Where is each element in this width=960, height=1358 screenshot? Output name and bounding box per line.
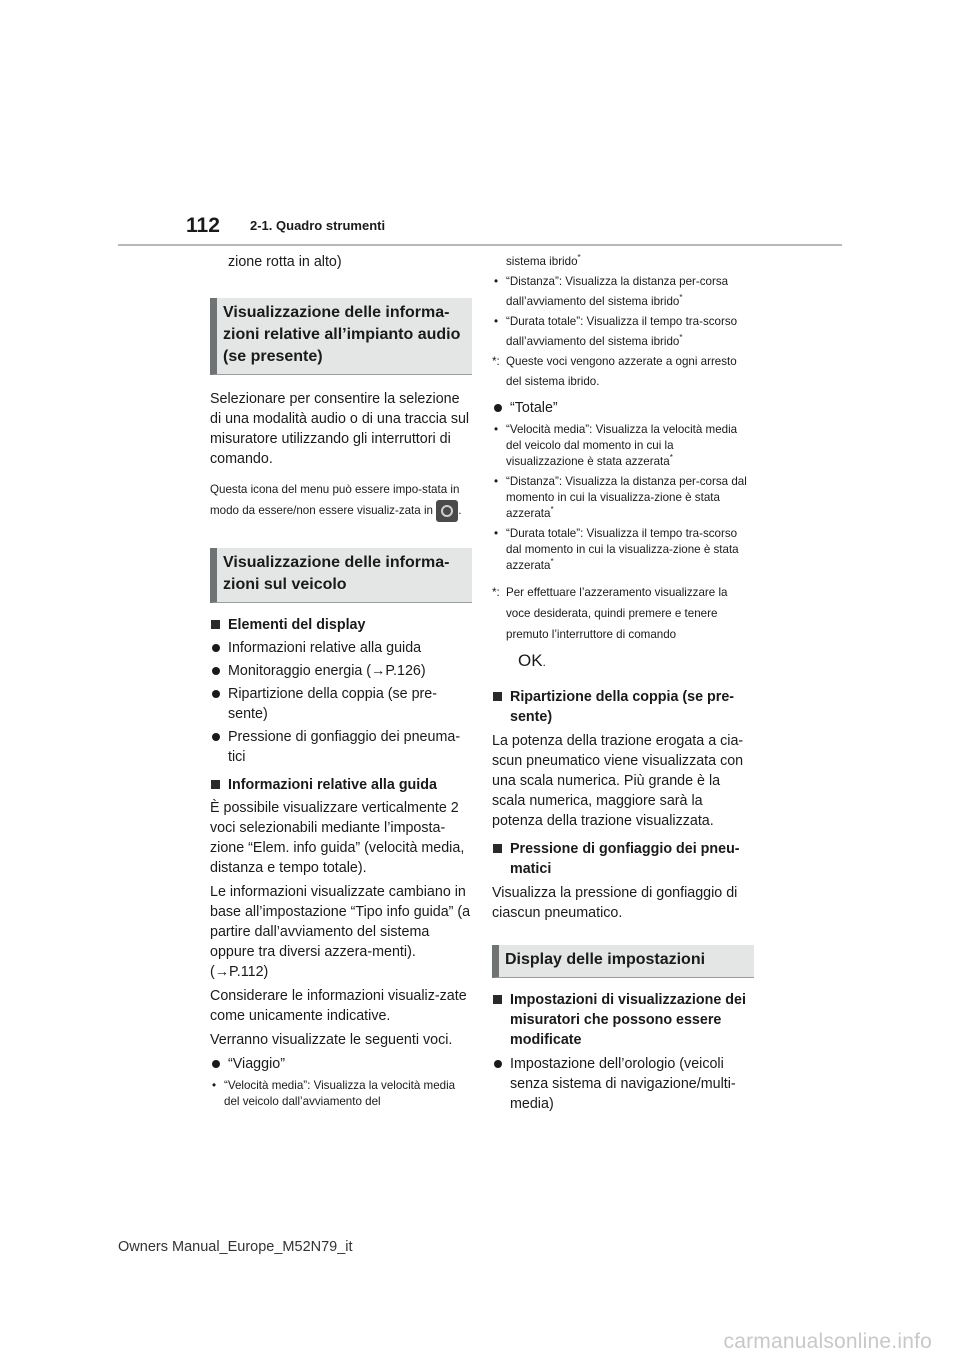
audio-paragraph: Selezionare per consentire la selezione di una modalità audio o di una traccia sul misuratore utilizzando gli interruttori di comando. <box>210 391 470 467</box>
note-marker: *: <box>492 586 500 599</box>
asterisk-mark: * <box>550 557 554 567</box>
driving-paragraph-2: Le informazioni visualizzate cambiano in base all’impostazione “Tipo info guida” (a partire dall’avviamento del sistema oppure tra diversi azzera-menti). (→P.112) <box>210 884 471 980</box>
heading-audio: Visualizzazione delle informa-zioni relative all’impianto audio (se presente) <box>210 298 472 375</box>
list-item: Informazioni relative alla guida <box>210 638 472 658</box>
footnote-reset <box>492 352 754 392</box>
left-column <box>210 252 472 1110</box>
note-text: Per effettuare l’azzeramento visualizzare la voce desiderata, quindi premere e tenere premuto l’interruttore di comando <box>506 586 728 641</box>
audio-note-text: Questa icona del menu può essere impo-stata in modo da essere/non essere visualiz-zata in <box>210 483 460 518</box>
header-rule <box>118 244 842 246</box>
list-item: Ripartizione della coppia (se pre-sente) <box>210 684 472 724</box>
trip-bullet-duration <box>492 312 754 352</box>
audio-note <box>210 479 472 522</box>
section-title: 2-1. Quadro strumenti <box>250 218 386 233</box>
asterisk-mark: * <box>577 253 581 263</box>
driving-paragraph-3: Considerare le informazioni visualiz-zate come unicamente indicative. <box>210 988 467 1024</box>
trip-bullet-distance <box>492 272 754 312</box>
bullet-text: “Velocità media”: Visualizza la velocità media del veicolo dal momento in cui la visualizzazione è stata azzerata <box>506 423 738 468</box>
tire-pressure-paragraph: Visualizza la pressione di gonfiaggio di ciascun pneumatico. <box>492 885 738 921</box>
total-bullet-speed <box>492 422 754 470</box>
page-number: 112 <box>186 214 220 237</box>
continued-bullet <box>492 252 754 272</box>
asterisk-mark: * <box>679 293 683 303</box>
continued-text: sistema ibrido <box>506 255 578 268</box>
driving-paragraph-1: È possibile visualizzare verticalmente 2 voci selezionabili mediante l’imposta-zione “Elem. info guida” (velocità media, distanza e tempo totale). <box>210 800 465 876</box>
footer-manual-id: Owners Manual_Europe_M52N79_it <box>118 1239 353 1255</box>
sub-torque-distribution: Ripartizione della coppia (se pre-sente) <box>492 687 754 727</box>
list-item: Monitoraggio energia (→P.126) <box>210 661 472 681</box>
heading-settings-display: Display delle impostazioni <box>492 945 754 978</box>
asterisk-mark: * <box>669 453 673 463</box>
note-marker: *: <box>492 355 500 368</box>
settings-gear-icon <box>436 500 458 522</box>
footnote-reset-procedure <box>492 582 754 645</box>
continued-text: zione rotta in alto) <box>228 254 342 270</box>
bullet-text: “Durata totale”: Visualizza il tempo tra-scorso dall’avviamento del sistema ibrido <box>506 315 738 348</box>
audio-note-end: . <box>458 504 462 518</box>
asterisk-mark: * <box>550 505 554 515</box>
list-item: Pressione di gonfiaggio dei pneuma-tici <box>210 727 472 767</box>
right-column <box>492 252 754 1114</box>
ok-line <box>492 651 754 673</box>
watermark: carmanualsonline.info <box>723 1330 932 1353</box>
asterisk-mark: * <box>679 333 683 343</box>
total-item: “Totale” <box>492 398 754 418</box>
sub-display-elements: Elementi del display <box>210 615 472 635</box>
clock-setting-item: Impostazione dell’orologio (veicoli senza sistema di navigazione/multi-media) <box>492 1054 754 1114</box>
ok-end: . <box>542 656 546 669</box>
total-bullet-distance <box>492 474 754 522</box>
sub-tire-pressure: Pressione di gonfiaggio dei pneu-matici <box>492 839 754 879</box>
total-bullet-duration <box>492 526 754 574</box>
sub-gauge-settings: Impostazioni di visualizzazione dei misuratori che possono essere modificate <box>492 990 754 1050</box>
note-text: Queste voci vengono azzerate a ogni arresto del sistema ibrido. <box>506 355 737 388</box>
bullet-text: “Durata totale”: Visualizza il tempo tra-scorso dal momento in cui la visualizza-zione è stata azzerata <box>506 527 739 572</box>
ok-button-symbol: OK <box>518 651 543 670</box>
bullet-text: “Distanza”: Visualizza la distanza per-corsa dal momento in cui la visualizza-zione è stata azzerata <box>506 475 747 520</box>
sub-driving-info: Informazioni relative alla guida <box>210 775 472 795</box>
driving-paragraph-4: Verranno visualizzate le seguenti voci. <box>210 1032 453 1048</box>
bullet-text: “Distanza”: Visualizza la distanza per-corsa dall’avviamento del sistema ibrido <box>506 275 729 308</box>
trip-bullet-speed: • “Velocità media”: Visualizza la velocità media del veicolo dall’avviamento del <box>210 1078 472 1110</box>
trip-item: “Viaggio” <box>210 1054 472 1074</box>
heading-vehicle: Visualizzazione delle informa-zioni sul veicolo <box>210 548 472 603</box>
torque-paragraph: La potenza della trazione erogata a cia-scun pneumatico viene visualizzata con una scala numerica. Più grande è la scala numerica, maggiore sarà la potenza della trazione visualizzata. <box>492 733 744 829</box>
